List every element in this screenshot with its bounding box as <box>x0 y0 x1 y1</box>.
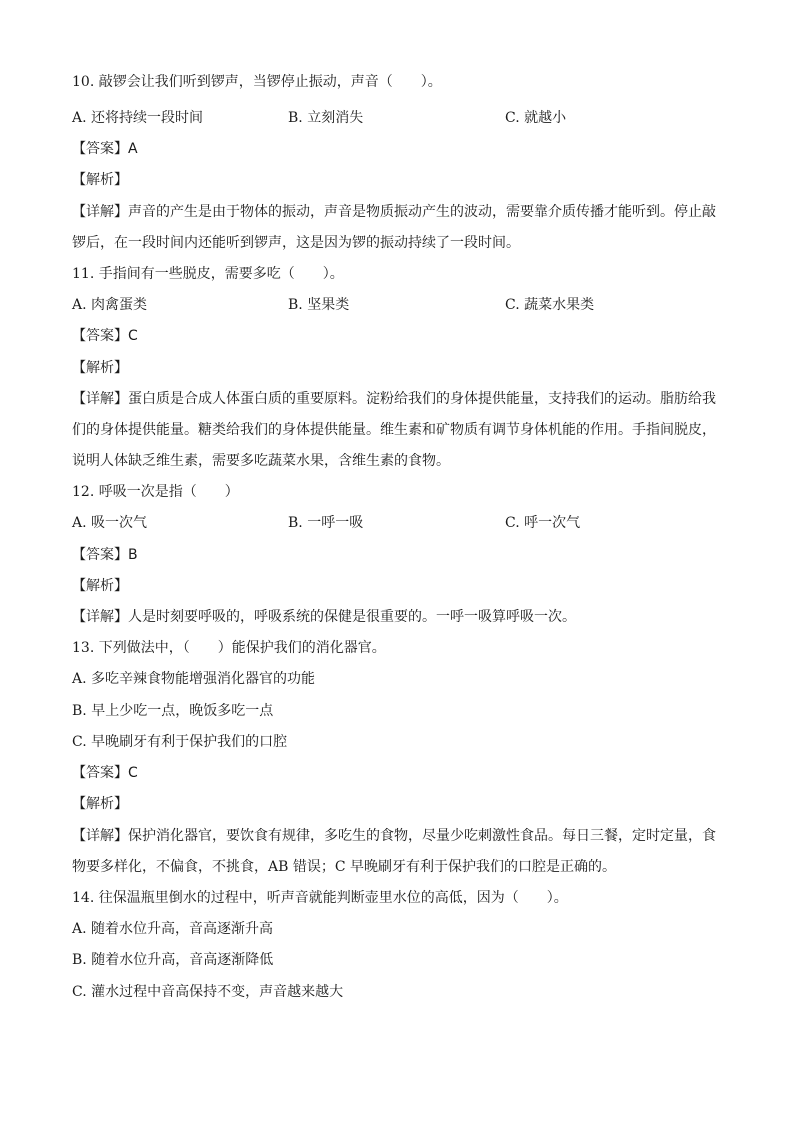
question-11-detail-line-3: 说明人体缺乏维生素，需要多吃蔬菜水果，含维生素的食物。 <box>72 453 450 469</box>
question-10-detail-line-2: 锣后，在一段时间内还能听到锣声，这是因为锣的振动持续了一段时间。 <box>72 235 520 251</box>
question-11-analysis-label: 【解析】 <box>72 360 128 376</box>
question-10-analysis-label: 【解析】 <box>72 172 128 188</box>
question-10-stem: 10. 敲锣会让我们听到锣声，当锣停止振动，声音（ ）。 <box>72 74 442 90</box>
question-12-analysis-label: 【解析】 <box>72 578 128 594</box>
question-12-option-a: A. 吸一次气 <box>72 515 148 531</box>
question-14-option-c: C. 灌水过程中音高保持不变，声音越来越大 <box>72 984 344 1000</box>
question-11-option-b: B. 坚果类 <box>288 297 350 313</box>
question-11-stem: 11. 手指间有一些脱皮，需要多吃（ ）。 <box>72 266 344 282</box>
question-10-detail-line-1: 【详解】声音的产生是由于物体的振动，声音是物质振动产生的波动，需要靠介质传播才能听到。停止敲 <box>72 204 716 220</box>
question-13-answer: 【答案】C <box>72 765 138 781</box>
question-12-detail-line-1: 【详解】人是时刻要呼吸的，呼吸系统的保健是很重要的。一呼一吸算呼吸一次。 <box>72 609 576 625</box>
question-13-detail-line-2: 物要多样化，不偏食，不挑食，AB 错误；C 早晚刷牙有利于保护我们的口腔是正确的。 <box>72 859 617 875</box>
question-13-option-b: B. 早上少吃一点，晚饭多吃一点 <box>72 703 274 719</box>
question-14-option-a: A. 随着水位升高，音高逐渐升高 <box>72 921 274 937</box>
question-10-answer: 【答案】A <box>72 141 138 157</box>
question-12-option-c: C. 呼一次气 <box>505 515 581 531</box>
question-12-answer: 【答案】B <box>72 547 138 563</box>
question-12-option-b: B. 一呼一吸 <box>288 515 364 531</box>
question-13-stem: 13. 下列做法中，（ ）能保护我们的消化器官。 <box>72 640 386 656</box>
question-11-answer: 【答案】C <box>72 328 138 344</box>
question-13-detail-line-1: 【详解】保护消化器官，要饮食有规律，多吃生的食物，尽量少吃刺激性食品。每日三餐，定时定量，食 <box>72 828 716 844</box>
question-11-option-a: A. 肉禽蛋类 <box>72 297 148 313</box>
question-11-detail-line-2: 们的身体提供能量。糖类给我们的身体提供能量。维生素和矿物质有调节身体机能的作用。手指间脱皮， <box>72 422 716 438</box>
question-13-option-a: A. 多吃辛辣食物能增强消化器官的功能 <box>72 671 316 687</box>
question-10-option-a: A. 还将持续一段时间 <box>72 110 204 126</box>
question-10-option-c: C. 就越小 <box>505 110 567 126</box>
question-12-stem: 12. 呼吸一次是指（ ） <box>72 484 239 500</box>
question-13-analysis-label: 【解析】 <box>72 796 128 812</box>
question-11-detail-line-1: 【详解】蛋白质是合成人体蛋白质的重要原料。淀粉给我们的身体提供能量，支持我们的运动。脂肪给我 <box>72 391 716 407</box>
question-11-option-c: C. 蔬菜水果类 <box>505 297 595 313</box>
question-14-stem: 14. 往保温瓶里倒水的过程中，听声音就能判断壶里水位的高低，因为（ ）。 <box>72 890 568 906</box>
question-13-option-c: C. 早晚刷牙有利于保护我们的口腔 <box>72 734 288 750</box>
question-14-option-b: B. 随着水位升高，音高逐渐降低 <box>72 952 274 968</box>
question-10-option-b: B. 立刻消失 <box>288 110 364 126</box>
